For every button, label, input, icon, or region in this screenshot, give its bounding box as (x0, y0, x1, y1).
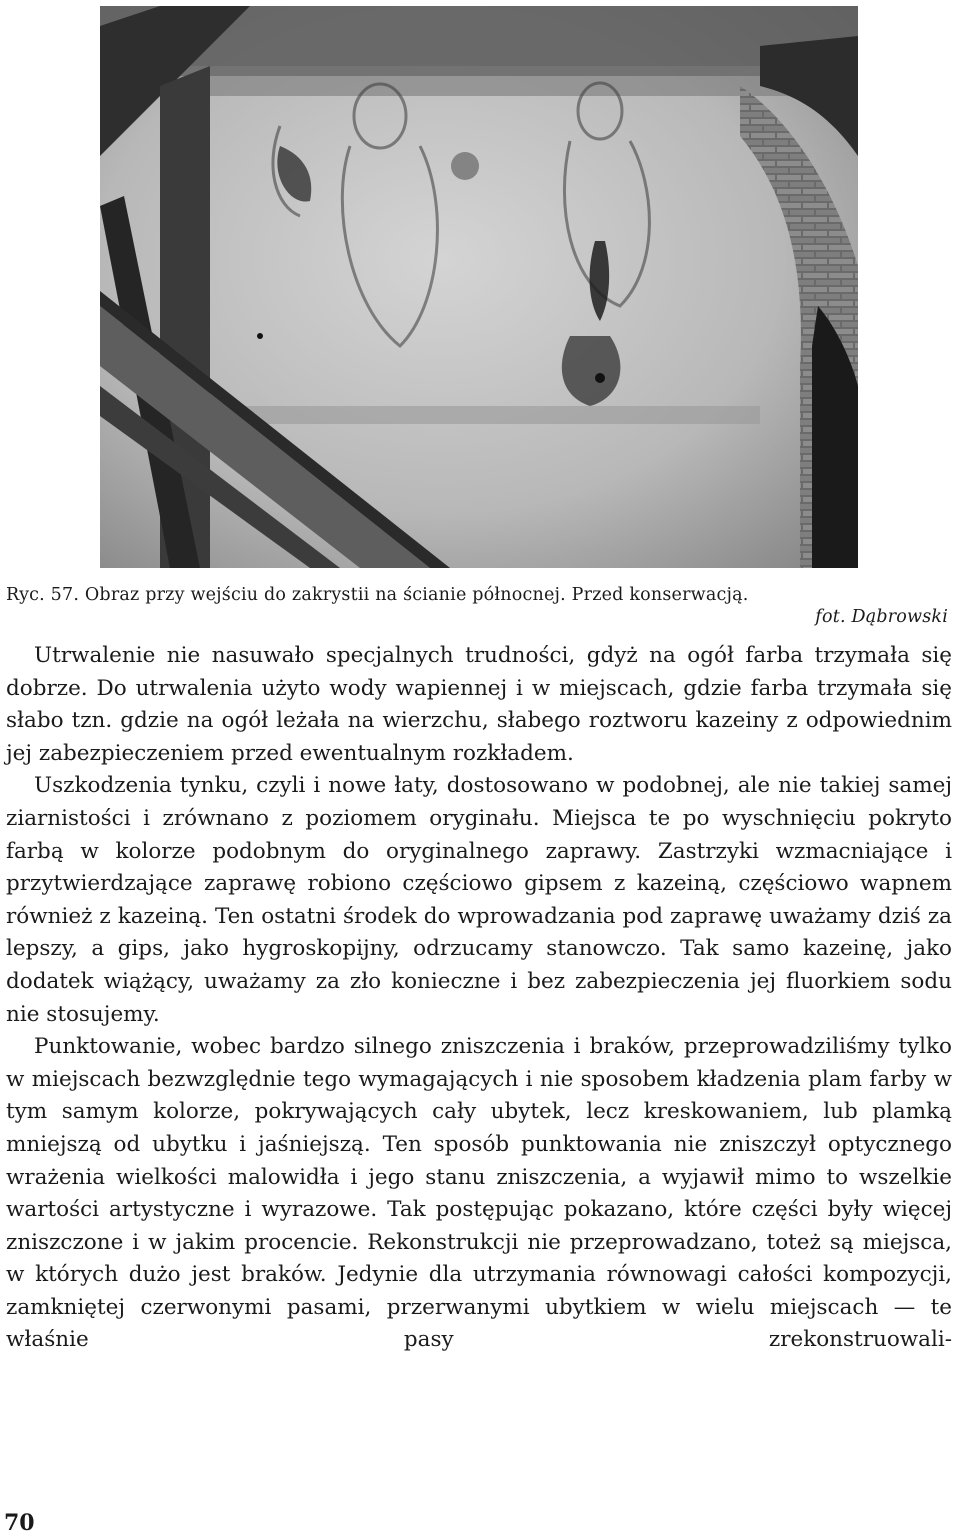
page-number: 70 (4, 1510, 35, 1536)
caption-text: Ryc. 57. Obraz przy wejściu do zakrystii na ścianie północnej. Przed konserwacją. (6, 585, 749, 605)
figure-caption (6, 584, 952, 628)
paragraph: Punktowanie, wobec bardzo silnego zniszczenia i braków, przeprowadziliśmy tylko w miejscach bezwzględnie tego wymagających i nie sposobem kładzenia plam farby w tym samym kolorze, pokrywających cały ubytek, lecz kreskowaniem, lub plamką mniejszą od ubytku i jaśniejszą. Ten sposób punktowania nie zniszczył optycznego wrażenia wielkości malowidła i jego stanu zniszczenia, a wyjawił mimo to wszelkie wartości artystyczne i wyrazowe. Tak postępując pokazano, które części były więcej zniszczone i w jakim procencie. Rekonstrukcji nie przeprowadzano, toteż są miejsca, w których dużo jest braków. Jedynie dla utrzymania równowagi całości kompozycji, zamkniętej czerwonymi pasami, przerwanymi ubytkiem w wielu miejscach — te właśnie pasy zrekonstruowali- (6, 1034, 952, 1353)
figure-photo (100, 6, 858, 568)
paragraph: Uszkodzenia tynku, czyli i nowe łaty, dostosowano w podobnej, ale nie takiej samej ziarnistości i zrównano z poziomem oryginału. Miejsca te po wyschnięciu pokryto farbą w kolorze podobnym do oryginalnego zaprawy. Zastrzyki wzmacniające i przytwierdzające zaprawę robiono częściowo gipsem z kazeiną, częściowo wapnem również z kazeiną. Ten ostatni środek do wprowadzania pod zaprawę uważamy dziś za lepszy, a gips, jako hygroskopijny, odrzucamy stanowczo. Tak samo kazeinę, jako dodatek wiążący, uważamy za zło konieczne i bez zabezpieczenia jej fluorkiem sodu nie stosujemy. (6, 773, 952, 1027)
mural-photograph (100, 6, 858, 568)
body-text (6, 640, 952, 1357)
paragraph: Utrwalenie nie nasuwało specjalnych trudności, gdyż na ogół farba trzymała się dobrze. Do utrwalenia użyto wody wapiennej i w miejscach, gdzie farba trzymała się słabo tzn. gdzie na ogół leżała na wierzchu, słabego roztworu kazeiny z odpowiednim jej zabezpieczeniem przed ewentualnym rozkładem. (6, 643, 952, 766)
photo-credit: fot. Dąbrowski (815, 607, 948, 627)
